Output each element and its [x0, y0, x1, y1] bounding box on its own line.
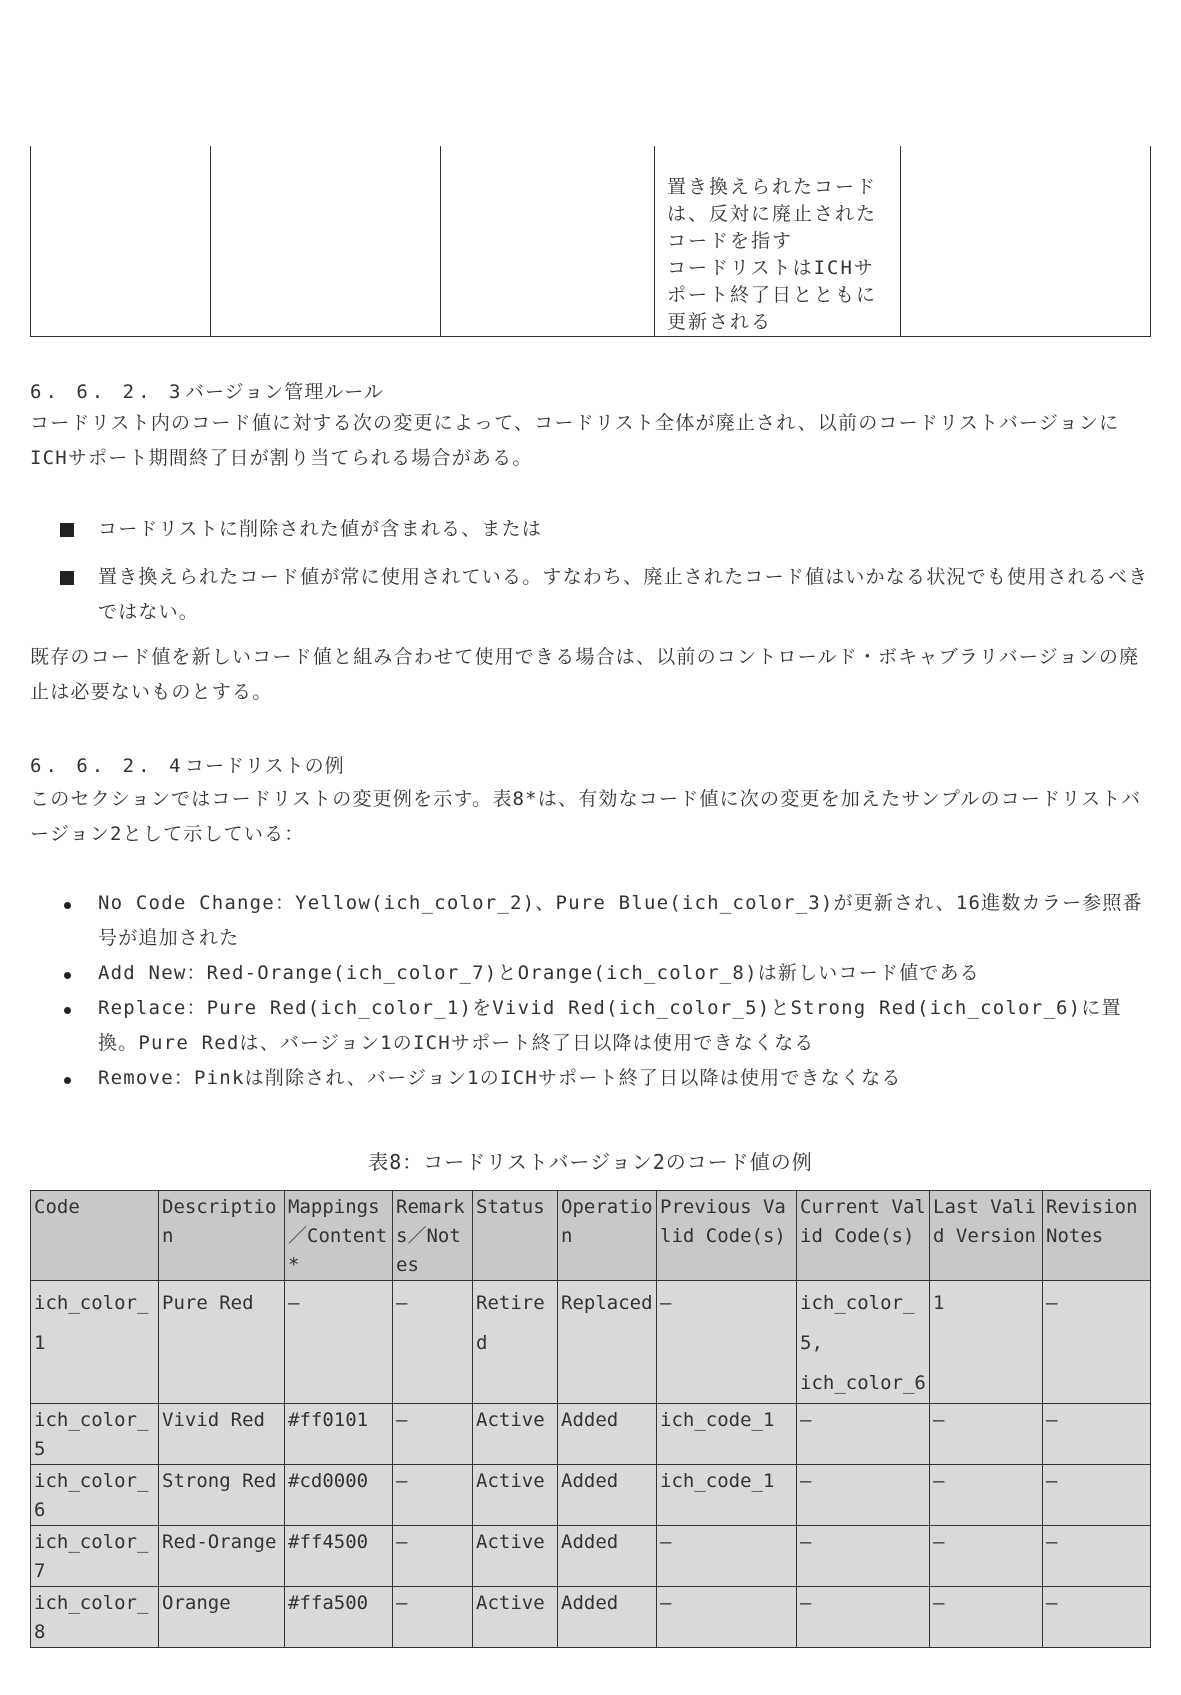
- table-cell: ich_color_8: [31, 1587, 159, 1648]
- table-cell: Pure Red: [159, 1281, 285, 1404]
- table-row: [31, 1465, 1151, 1526]
- table-cell: Red-Orange: [159, 1526, 285, 1587]
- table-cell: —: [393, 1465, 473, 1526]
- paragraph: 既存のコード値を新しいコード値と組み合わせて使用できる場合は、以前のコントロールド・ボキャブラリバージョンの廃止は必要ないものとする。: [30, 646, 1140, 703]
- section-title: バージョン管理ルール: [185, 381, 384, 403]
- table-cell: [31, 146, 211, 337]
- table-header-row: [31, 1191, 1151, 1281]
- column-header: Mappings／Content*: [285, 1191, 393, 1281]
- list-item: [60, 1061, 1155, 1096]
- table-cell: [901, 146, 1151, 337]
- table-cell: ich_color_6: [31, 1465, 159, 1526]
- list-item: [60, 886, 1155, 956]
- list-item-text: Remove：Pinkは削除され、バージョン1のICHサポート終了日以降は使用できなくなる: [98, 1067, 902, 1089]
- table-cell: —: [393, 1526, 473, 1587]
- list-item-text: No Code Change：Yellow(ich_color_2)、Pure Blue(ich_color_3)が更新され、16進数カラー参照番号が追加された: [98, 892, 1143, 949]
- paragraph: コードリスト内のコード値に対する次の変更によって、コードリスト全体が廃止され、以前のコードリストバージョンにICHサポート期間終了日が割り当てられる場合がある。: [30, 412, 1120, 469]
- table-cell: ich_color_5, ich_color_6: [797, 1281, 930, 1404]
- table-cell: —: [1043, 1465, 1151, 1526]
- round-bullet-icon: [60, 1061, 90, 1096]
- column-header: Remarks／Notes: [393, 1191, 473, 1281]
- table-cell: ich_code_1: [657, 1404, 797, 1465]
- table-cell: —: [393, 1587, 473, 1648]
- table-cell: —: [285, 1281, 393, 1404]
- list-item: [60, 512, 1155, 547]
- table-cell: —: [657, 1587, 797, 1648]
- round-bullet-icon: [60, 991, 90, 1026]
- table-cell: Added: [558, 1465, 657, 1526]
- table-cell: ich_color_7: [31, 1526, 159, 1587]
- table-cell: Orange: [159, 1587, 285, 1648]
- table-cell: Active: [473, 1526, 558, 1587]
- table-cell: —: [797, 1587, 930, 1648]
- table-cell: Active: [473, 1404, 558, 1465]
- list-item-text: Add New：Red-Orange(ich_color_7)とOrange(ich_color_8)は新しいコード値である: [98, 962, 980, 984]
- round-bullet-icon: [60, 886, 90, 921]
- table-cell: —: [930, 1587, 1043, 1648]
- table-cell: —: [1043, 1404, 1151, 1465]
- table-cell: —: [797, 1465, 930, 1526]
- table-cell: ich_color_1: [31, 1281, 159, 1404]
- list-item-text: Replace：Pure Red(ich_color_1)をVivid Red(ich_color_5)とStrong Red(ich_color_6)に置換。Pure Redは、バージョン1のICHサポート終了日以降は使用できなくなる: [98, 997, 1122, 1054]
- table-cell: —: [797, 1526, 930, 1587]
- table-cell: ich_code_1: [657, 1465, 797, 1526]
- square-bullet-icon: [60, 512, 90, 549]
- column-header: Previous Valid Code(s): [657, 1191, 797, 1281]
- table-cell: —: [393, 1404, 473, 1465]
- table-cell: —: [1043, 1281, 1151, 1404]
- table-cell: —: [657, 1526, 797, 1587]
- cell-text: 置き換えられたコード は、反対に廃止された コードを指す コードリストはICHサ ポート終了日とともに 更新される: [667, 176, 878, 333]
- table-cell: ich_color_5: [31, 1404, 159, 1465]
- table-cell: #ff4500: [285, 1526, 393, 1587]
- table-cell: Added: [558, 1526, 657, 1587]
- table-cell: Vivid Red: [159, 1404, 285, 1465]
- section-number: 6. 6. 2. 4: [30, 755, 185, 777]
- section-heading: [30, 751, 345, 778]
- table-cell: Added: [558, 1404, 657, 1465]
- column-header: Revision Notes: [1043, 1191, 1151, 1281]
- table-cell: Active: [473, 1587, 558, 1648]
- section-title: コードリストの例: [185, 755, 345, 777]
- section-number: 6. 6. 2. 3: [30, 381, 185, 403]
- list-item: [60, 991, 1155, 1061]
- paragraph: このセクションではコードリストの変更例を示す。表8*は、有効なコード値に次の変更を加えたサンプルのコードリストバージョン2として示している：: [30, 788, 1142, 845]
- table-cell: —: [930, 1526, 1043, 1587]
- table-cell: —: [930, 1465, 1043, 1526]
- table-cell: #cd0000: [285, 1465, 393, 1526]
- table-cell: —: [657, 1281, 797, 1404]
- list-item-text: 置き換えられたコード値が常に使用されている。すなわち、廃止されたコード値はいかなる状況でも使用されるべきではない。: [98, 566, 1149, 623]
- column-header: Current Valid Code(s): [797, 1191, 930, 1281]
- column-header: Description: [159, 1191, 285, 1281]
- table-cell: Strong Red: [159, 1465, 285, 1526]
- table-cell: —: [393, 1281, 473, 1404]
- list-item: [60, 560, 1155, 630]
- column-header: Status: [473, 1191, 558, 1281]
- table-cell: #ff0101: [285, 1404, 393, 1465]
- continued-table: [30, 146, 1151, 337]
- table-row: [31, 1587, 1151, 1648]
- table-cell: [211, 146, 441, 337]
- square-bullet-icon: [60, 560, 90, 597]
- list-item-text: コードリストに削除された値が含まれる、または: [98, 518, 543, 540]
- table-cell: [441, 146, 655, 337]
- column-header: Operation: [558, 1191, 657, 1281]
- table-row: [31, 146, 1151, 337]
- table-cell: Replaced: [558, 1281, 657, 1404]
- table-cell: #ffa500: [285, 1587, 393, 1648]
- section-heading: [30, 377, 384, 404]
- list-item: [60, 956, 1155, 991]
- round-bullet-icon: [60, 956, 90, 991]
- table-row: [31, 1526, 1151, 1587]
- table-cell: Active: [473, 1465, 558, 1526]
- column-header: Last Valid Version: [930, 1191, 1043, 1281]
- table-cell: [655, 146, 901, 337]
- table-cell: —: [797, 1404, 930, 1465]
- table-caption: 表8：コードリストバージョン2のコード値の例: [368, 1150, 813, 1174]
- table-cell: —: [930, 1404, 1043, 1465]
- table-row: [31, 1404, 1151, 1465]
- code-value-table: [30, 1190, 1151, 1648]
- table-cell: —: [1043, 1526, 1151, 1587]
- table-cell: Retired: [473, 1281, 558, 1404]
- table-row: [31, 1281, 1151, 1404]
- table-cell: 1: [930, 1281, 1043, 1404]
- table-cell: —: [1043, 1587, 1151, 1648]
- table-cell: Added: [558, 1587, 657, 1648]
- column-header: Code: [31, 1191, 159, 1281]
